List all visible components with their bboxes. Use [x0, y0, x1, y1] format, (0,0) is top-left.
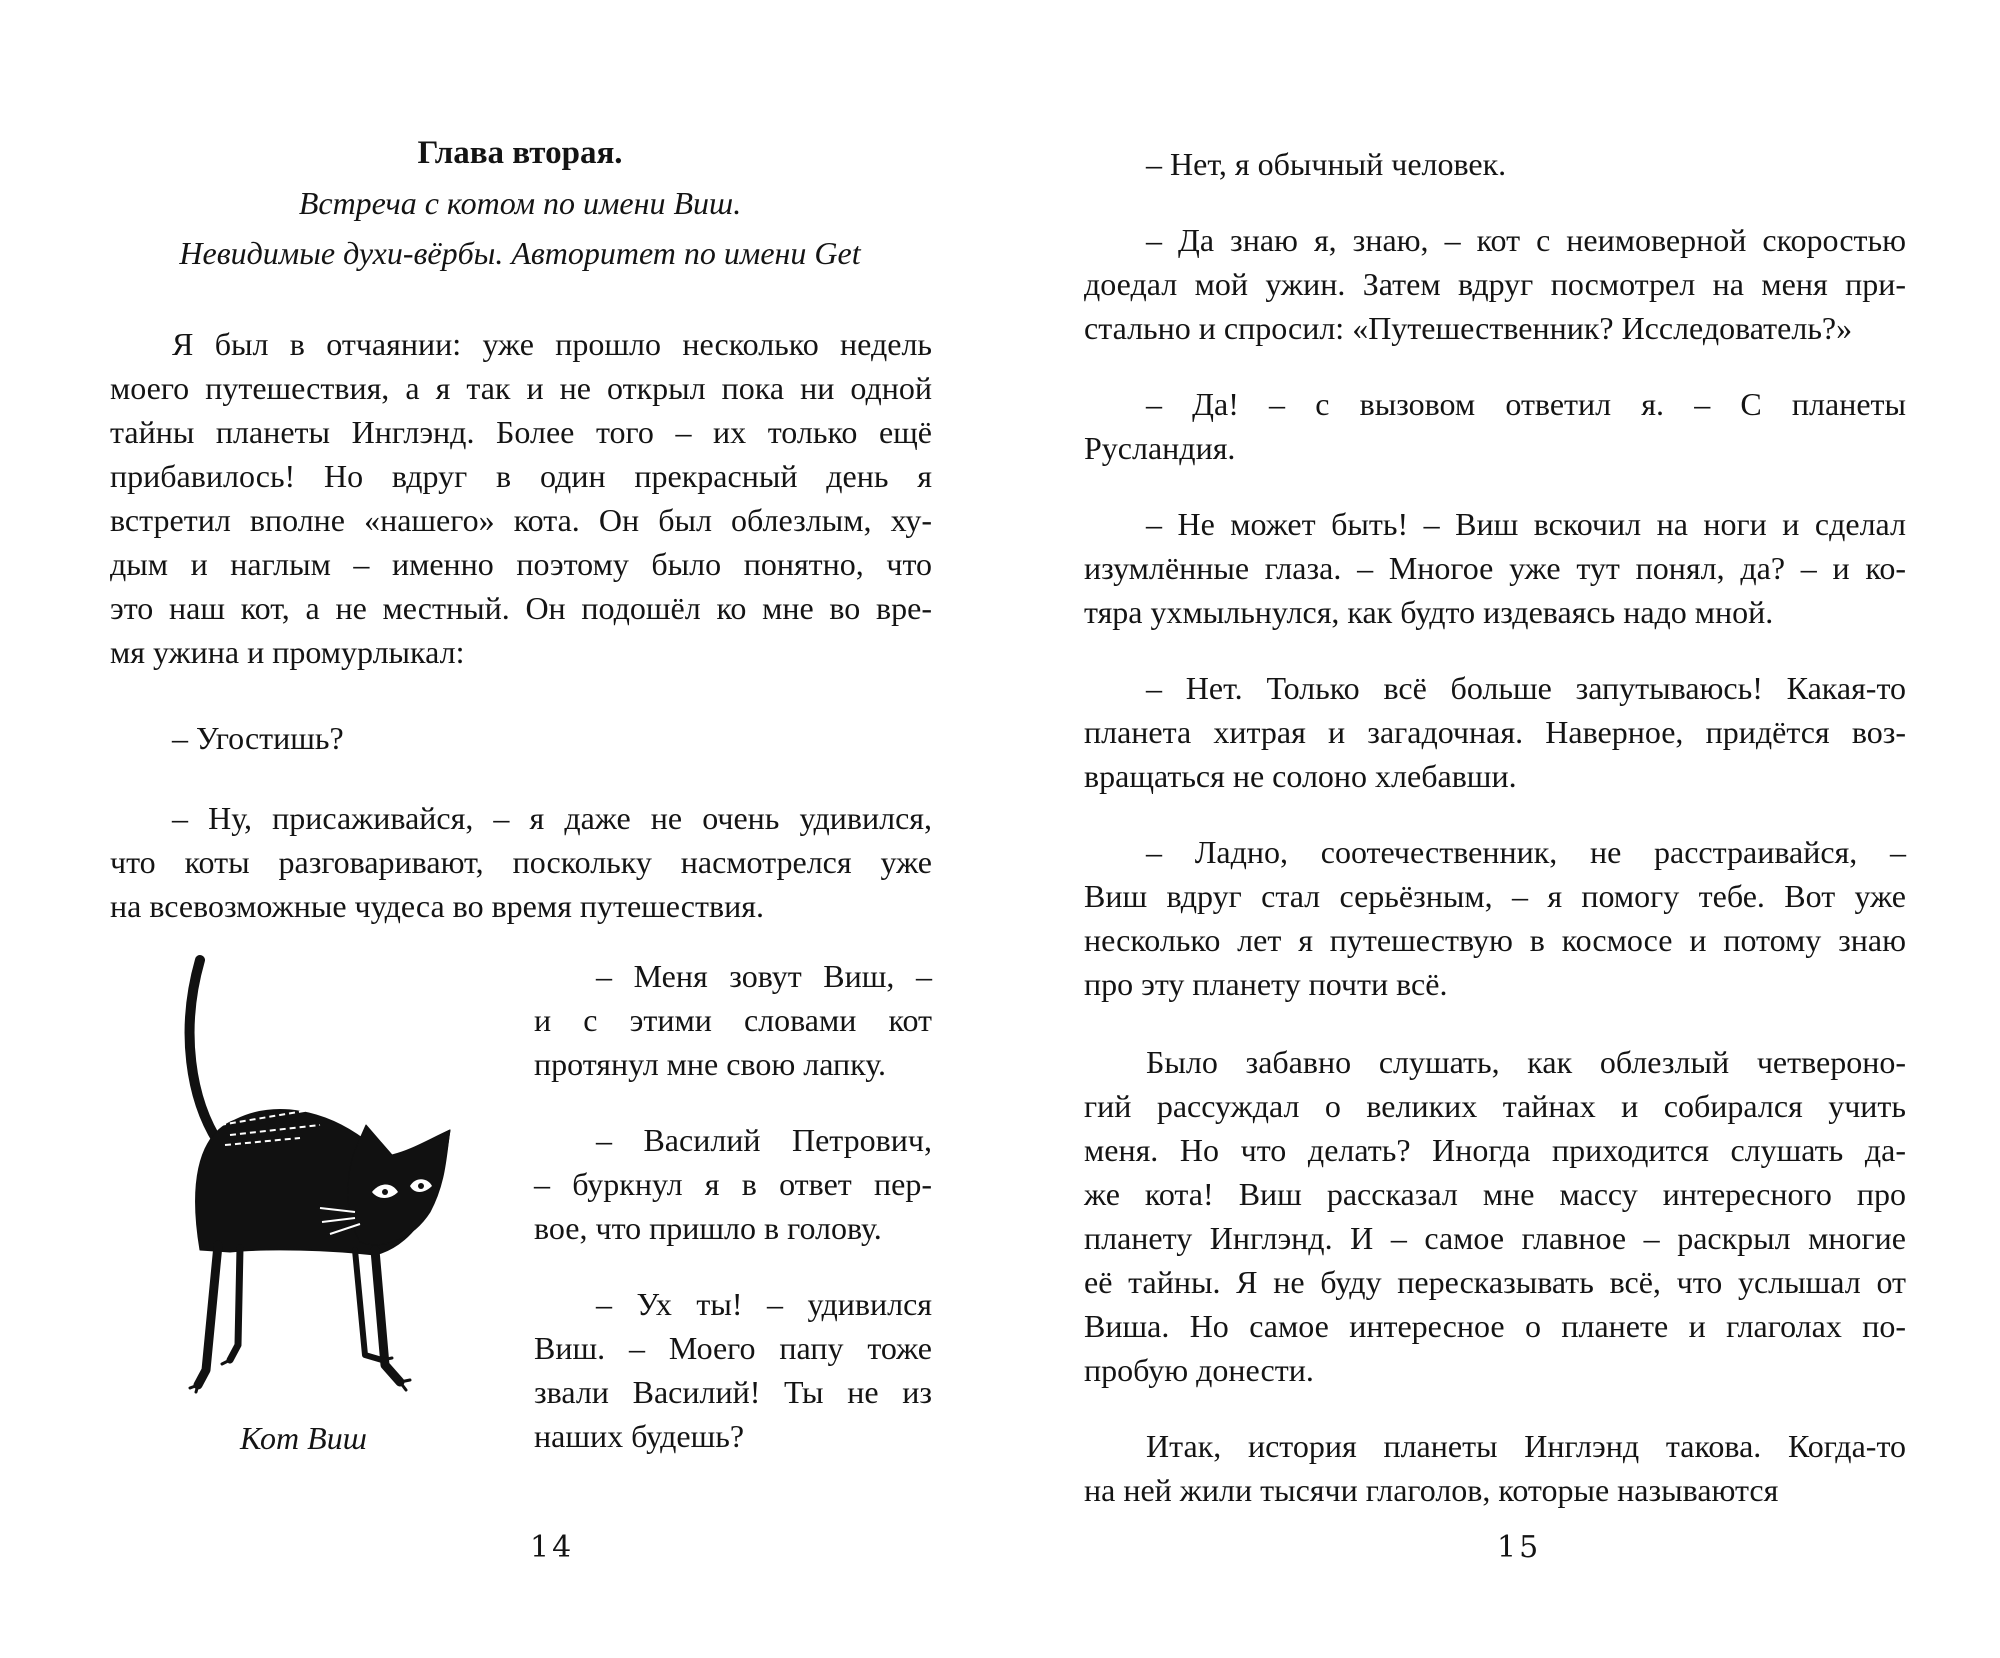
text-line: – Да! – с вызовом ответил я. – С планеты	[1146, 386, 1906, 422]
text-line: моего путешествия, а я так и не открыл пока ни одной	[110, 370, 932, 406]
paragraph	[534, 954, 932, 1086]
text-line: планета хитрая и загадочная. Наверное, придётся воз-	[1084, 714, 1906, 750]
text-line: прибавилось! Но вдруг в один прекрасный день я	[110, 458, 932, 494]
text-line: гий рассуждал о великих тайнах и собирался учить	[1084, 1088, 1906, 1124]
text-line: Виш. – Моего папу тоже	[534, 1330, 932, 1366]
paragraph	[1084, 142, 1906, 186]
text-line: – Не может быть! – Виш вскочил на ноги и сделал	[1146, 506, 1906, 542]
text-line: планету Инглэнд. И – самое главное – раскрыл многие	[1084, 1220, 1906, 1256]
text-line: Виша. Но самое интересное о планете и глаголах по-	[1084, 1308, 1906, 1344]
chapter-title: Глава вторая.	[417, 135, 623, 171]
text-line: вращаться не солоно хлебавши.	[1084, 758, 1517, 794]
paragraph	[110, 322, 932, 674]
cat-vish-icon	[160, 950, 470, 1400]
text-line: – Ух ты! – удивился	[596, 1286, 932, 1322]
paragraph	[110, 716, 932, 760]
paragraph	[1084, 830, 1906, 1006]
text-line: что коты разговаривают, поскольку насмотрелся уже	[110, 844, 932, 880]
text-line: – Ладно, соотечественник, не расстраивайся, –	[1146, 834, 1906, 870]
text-line: – Нет. Только всё больше запутываюсь! Какая-то	[1146, 670, 1906, 706]
page-number: 15	[1497, 1530, 1542, 1565]
text-line: – Меня зовут Виш, –	[596, 958, 932, 994]
text-line: мя ужина и промурлыкал:	[110, 634, 465, 670]
text-line: меня. Но что делать? Иногда приходится слушать да-	[1084, 1132, 1906, 1168]
right-page	[1000, 0, 2000, 1658]
text-line: на всевозможные чудеса во время путешествия.	[110, 888, 764, 924]
cat-illustration	[160, 950, 470, 1400]
text-line: тяра ухмыльнулся, как будто издеваясь надо мной.	[1084, 594, 1774, 630]
paragraph	[1084, 1424, 1906, 1512]
text-line: стально и спросил: «Путешественник? Исследователь?»	[1084, 310, 1853, 346]
text-line: звали Василий! Ты не из	[534, 1374, 932, 1410]
text-line: протянул мне свою лапку.	[534, 1046, 887, 1082]
paragraph	[1084, 218, 1906, 350]
cat-caption: Кот Виш	[240, 1420, 367, 1456]
text-line: пробую донести.	[1084, 1352, 1314, 1388]
paragraph	[534, 1118, 932, 1250]
text-line: Итак, история планеты Инглэнд такова. Когда-то	[1146, 1428, 1906, 1464]
text-line: Виш вдруг стал серьёзным, – я помогу тебе. Вот уже	[1084, 878, 1906, 914]
text-line: – Да знаю я, знаю, – кот с неимоверной скоростью	[1146, 222, 1906, 258]
text-line: тайны планеты Инглэнд. Более того – их только ещё	[110, 414, 932, 450]
paragraph	[1084, 666, 1906, 798]
text-line: изумлённые глаза. – Многое уже тут понял, да? – и ко-	[1084, 550, 1906, 586]
text-line: – Василий Петрович,	[596, 1122, 932, 1158]
text-line: несколько лет я путешествую в космосе и потому знаю	[1084, 922, 1906, 958]
text-line: и с этими словами кот	[534, 1002, 932, 1038]
text-line: доедал мой ужин. Затем вдруг посмотрел на меня при-	[1084, 266, 1906, 302]
text-line: – буркнул я в ответ пер-	[534, 1166, 932, 1202]
paragraph	[534, 1282, 932, 1458]
paragraph	[1084, 1040, 1906, 1392]
text-line: – Ну, присаживайся, – я даже не очень удивился,	[172, 800, 932, 836]
text-line: на ней жили тысячи глаголов, которые называются	[1084, 1472, 1779, 1508]
paragraph	[1084, 382, 1906, 470]
text-line: Я был в отчаянии: уже прошло несколько недель	[172, 326, 932, 362]
text-line: Русландия.	[1084, 430, 1236, 466]
text-line: про эту планету почти всё.	[1084, 966, 1448, 1002]
paragraph	[110, 796, 932, 928]
text-line: же кота! Виш рассказал мне массу интересного про	[1084, 1176, 1906, 1212]
chapter-subtitle-line: Встреча с котом по имени Виш.	[298, 185, 742, 221]
chapter-subtitle-line: Невидимые духи-вёрбы. Авторитет по имени Get	[179, 235, 861, 271]
paragraph	[1084, 502, 1906, 634]
text-line: наших будешь?	[534, 1418, 745, 1454]
text-line: вое, что пришло в голову.	[534, 1210, 882, 1246]
text-line: Было забавно слушать, как облезлый четвероно-	[1146, 1044, 1906, 1080]
text-line: её тайны. Я не буду пересказывать всё, что услышал от	[1084, 1264, 1906, 1300]
chapter-heading	[140, 128, 900, 278]
text-line: – Нет, я обычный человек.	[1146, 146, 1507, 182]
text-line: это наш кот, а не местный. Он подошёл ко мне во вре-	[110, 590, 932, 626]
text-line: дым и наглым – именно поэтому было понятно, что	[110, 546, 932, 582]
text-line: – Угостишь?	[172, 720, 344, 756]
page-number: 14	[530, 1530, 575, 1565]
text-line: встретил вполне «нашего» кота. Он был облезлым, ху-	[110, 502, 932, 538]
